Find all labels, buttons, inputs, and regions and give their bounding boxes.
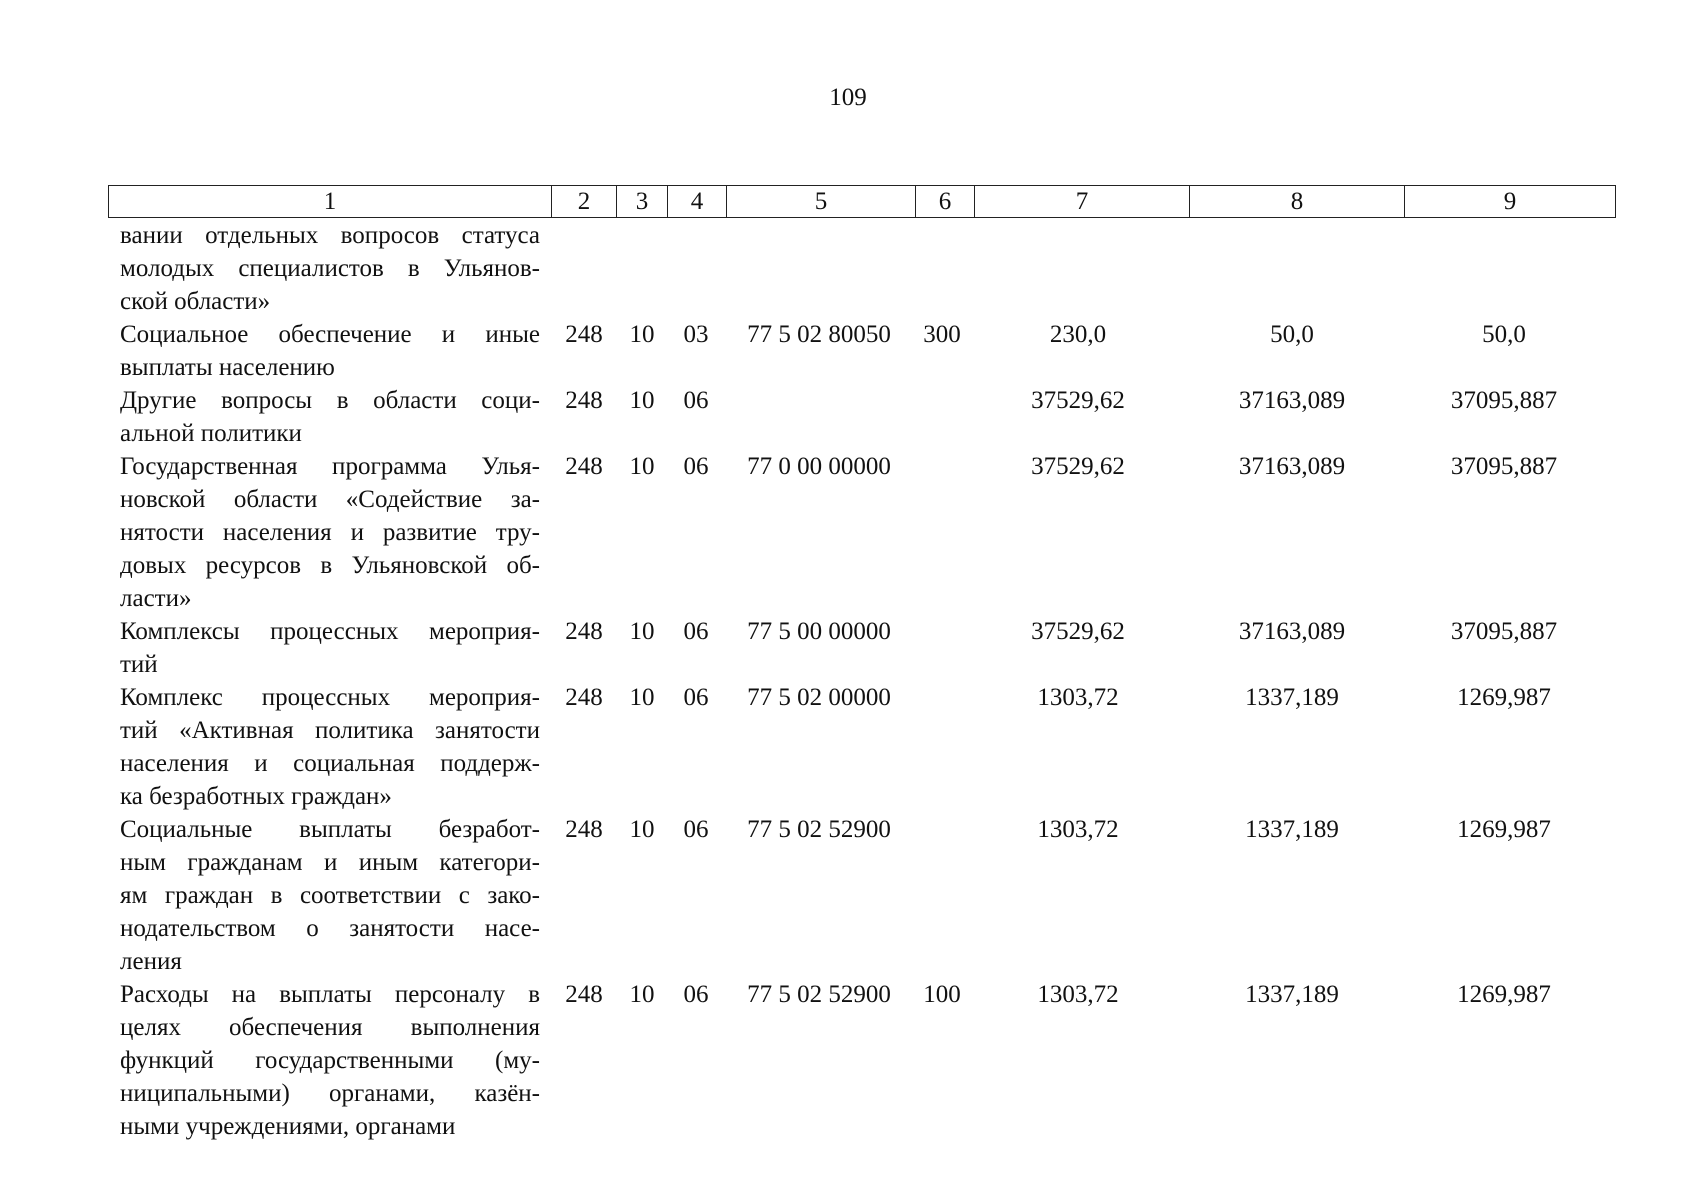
row-description	[108, 615, 540, 681]
cell-c3: 10	[629, 684, 655, 711]
header-col-6: 6	[916, 186, 975, 218]
cell-c5: 77 5 02 52900	[747, 816, 891, 843]
cell-c5: 77 5 02 52900	[747, 981, 891, 1008]
column-number-header	[108, 185, 1616, 218]
cell-c9: 1269,987	[1457, 684, 1551, 711]
cell-c5: 77 5 02 00000	[747, 684, 891, 711]
cell-c7: 37529,62	[1031, 387, 1125, 414]
cell-c4: 06	[683, 981, 709, 1008]
table-row	[108, 450, 1608, 615]
header-row	[109, 186, 1616, 218]
cell-c4: 06	[683, 816, 709, 843]
description-line: довых ресурсов в Ульяновской об-	[120, 552, 540, 579]
cell-c8: 1337,189	[1245, 816, 1339, 843]
cell-c9: 37095,887	[1450, 453, 1558, 480]
row-description	[108, 384, 540, 450]
table-row	[108, 681, 1608, 813]
description-line: Комплексы процессных мероприя-	[120, 618, 540, 645]
description-line: ской области»	[120, 288, 271, 315]
cell-c7: 230,0	[1049, 321, 1107, 348]
description-line: тий	[120, 651, 158, 678]
row-description	[108, 681, 540, 813]
description-line: ласти»	[120, 585, 192, 612]
table-row	[108, 978, 1608, 1143]
cell-c8: 37163,089	[1238, 618, 1346, 645]
cell-c3: 10	[629, 816, 655, 843]
description-line: новской области «Содействие за-	[120, 486, 540, 513]
description-line: Другие вопросы в области соци-	[120, 387, 540, 414]
cell-c4: 06	[683, 618, 709, 645]
description-line: нодательством о занятости насе-	[120, 915, 540, 942]
cell-c2: 248	[565, 684, 603, 711]
description-line: тий «Активная политика занятости	[120, 717, 540, 744]
description-line: Социальные выплаты безработ-	[120, 816, 540, 843]
cell-c3: 10	[629, 453, 655, 480]
cell-c7: 37529,62	[1031, 453, 1125, 480]
header-col-8: 8	[1190, 186, 1405, 218]
cell-c4: 06	[683, 387, 709, 414]
row-description	[108, 318, 540, 384]
table-row	[108, 219, 1608, 318]
cell-c5: 77 5 02 80050	[747, 321, 891, 348]
cell-c7: 1303,72	[1037, 981, 1119, 1008]
cell-c3: 10	[629, 981, 655, 1008]
description-line: ными учреждениями, органами	[120, 1113, 456, 1140]
cell-c2: 248	[565, 981, 603, 1008]
cell-c2: 248	[565, 321, 603, 348]
header-col-4: 4	[668, 186, 727, 218]
cell-c7: 37529,62	[1031, 618, 1125, 645]
cell-c2: 248	[565, 618, 603, 645]
header-col-9: 9	[1405, 186, 1616, 218]
cell-c8: 37163,089	[1238, 453, 1346, 480]
cell-c9: 1269,987	[1457, 816, 1551, 843]
cell-c8: 1337,189	[1245, 981, 1339, 1008]
cell-c6: 100	[923, 981, 961, 1008]
description-line: ка безработных граждан»	[120, 783, 392, 810]
cell-c3: 10	[629, 387, 655, 414]
row-description	[108, 450, 540, 615]
table-row	[108, 318, 1608, 384]
table-row	[108, 615, 1608, 681]
description-line: ления	[120, 948, 182, 975]
cell-c4: 03	[683, 321, 709, 348]
cell-c9: 50,0	[1482, 321, 1526, 348]
description-line: молодых специалистов в Ульянов-	[120, 255, 540, 282]
row-description	[108, 813, 540, 978]
header-col-5: 5	[727, 186, 916, 218]
description-line: выплаты населению	[120, 354, 335, 381]
row-description	[108, 219, 540, 318]
cell-c7: 1303,72	[1037, 816, 1119, 843]
description-line: населения и социальная поддерж-	[120, 750, 540, 777]
cell-c2: 248	[565, 453, 603, 480]
description-line: ниципальными) органами, казён-	[120, 1080, 540, 1107]
description-line: ям граждан в соответствии с зако-	[120, 882, 540, 909]
description-line: Социальное обеспечение и иные	[120, 321, 540, 348]
description-line: целях обеспечения выполнения	[120, 1014, 540, 1041]
cell-c9: 37095,887	[1450, 618, 1558, 645]
description-line: вании отдельных вопросов статуса	[120, 222, 540, 249]
cell-c2: 248	[565, 387, 603, 414]
cell-c4: 06	[683, 684, 709, 711]
description-line: ным гражданам и иным категори-	[120, 849, 540, 876]
cell-c4: 06	[683, 453, 709, 480]
table-row	[108, 813, 1608, 978]
cell-c7: 1303,72	[1037, 684, 1119, 711]
cell-c8: 37163,089	[1238, 387, 1346, 414]
table-row	[108, 384, 1608, 450]
page-number: 109	[829, 84, 867, 111]
cell-c6: 300	[923, 321, 961, 348]
description-line: Государственная программа Улья-	[120, 453, 540, 480]
description-line: Комплекс процессных мероприя-	[120, 684, 540, 711]
header-col-1: 1	[109, 186, 552, 218]
header-col-2: 2	[552, 186, 617, 218]
cell-c2: 248	[565, 816, 603, 843]
cell-c5: 77 0 00 00000	[747, 453, 891, 480]
cell-c3: 10	[629, 321, 655, 348]
cell-c9: 1269,987	[1457, 981, 1551, 1008]
cell-c8: 1337,189	[1245, 684, 1339, 711]
cell-c9: 37095,887	[1450, 387, 1558, 414]
cell-c3: 10	[629, 618, 655, 645]
row-description	[108, 978, 540, 1143]
description-line: альной политики	[120, 420, 302, 447]
description-line: функций государственными (му-	[120, 1047, 540, 1074]
budget-table-body	[108, 219, 1608, 1143]
cell-c8: 50,0	[1270, 321, 1314, 348]
header-col-7: 7	[975, 186, 1190, 218]
description-line: нятости населения и развитие тру-	[120, 519, 540, 546]
cell-c5: 77 5 00 00000	[747, 618, 891, 645]
description-line: Расходы на выплаты персоналу в	[120, 981, 540, 1008]
header-col-3: 3	[617, 186, 668, 218]
